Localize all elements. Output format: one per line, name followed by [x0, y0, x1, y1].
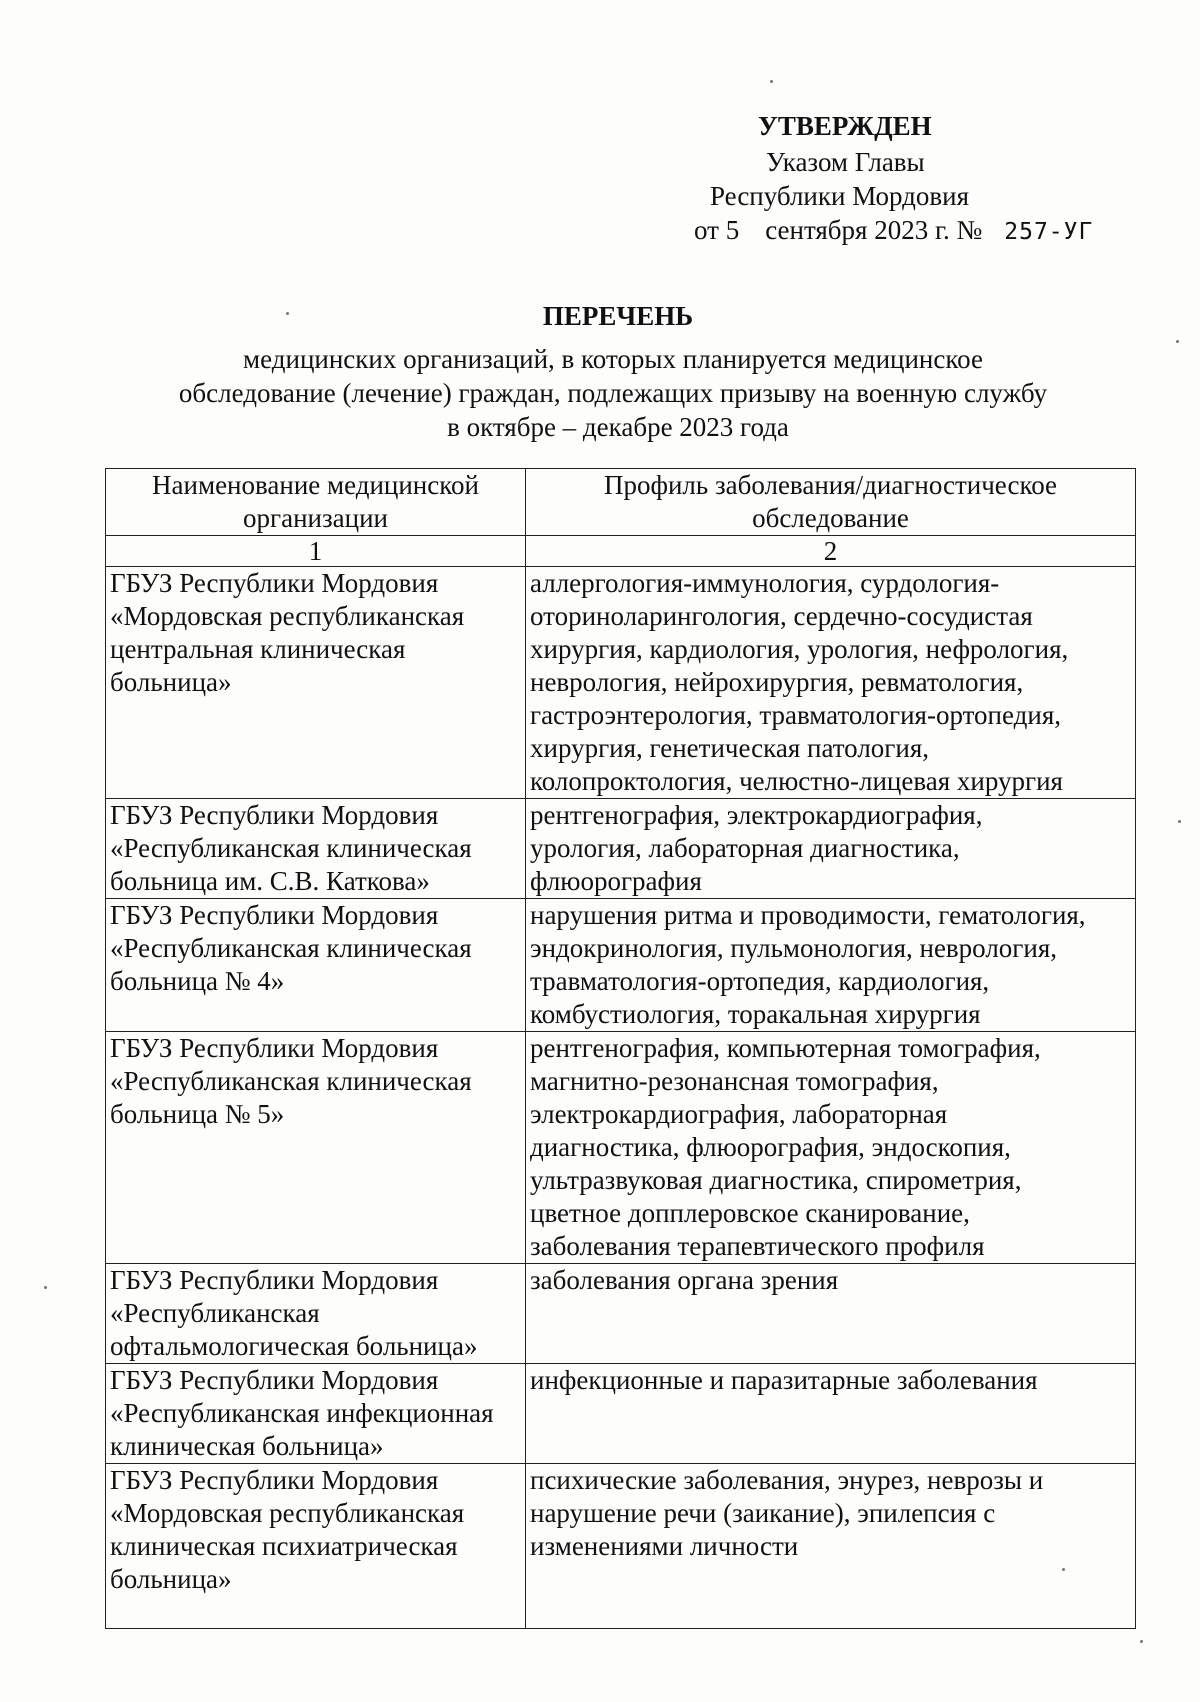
approval-date-rest: сентября 2023 г. № [765, 215, 983, 245]
profile-description: заболевания органа зрения [526, 1264, 1136, 1364]
organization-name: ГБУЗ Республики Мордовия «Республиканская офтальмологическая больница» [106, 1264, 526, 1364]
approval-date-prefix: от 5 [694, 215, 740, 245]
table-row [106, 567, 1136, 799]
organization-name: ГБУЗ Республики Мордовия «Мордовская республиканская центральная клиническая больница» [106, 567, 526, 799]
organization-name: ГБУЗ Республики Мордовия «Мордовская республиканская клиническая психиатрическая больница» [106, 1464, 526, 1629]
approval-title: УТВЕРЖДЕН [758, 111, 932, 141]
table-row [106, 899, 1136, 1032]
organizations-table-wrap [105, 468, 1135, 1629]
table-row [106, 1364, 1136, 1464]
scan-speck [1178, 820, 1181, 823]
organization-name: ГБУЗ Республики Мордовия «Республиканская клиническая больница № 4» [106, 899, 526, 1032]
profile-description: рентгенография, компьютерная томография, магнитно-резонансная томография, электрокардиография, лабораторная диагностика, флюорография, эндоскопия, ультразвуковая диагностика, спирометрия, цветное допплеровское сканирование, заболевания терапевтического профиля [526, 1032, 1136, 1264]
table-row [106, 1264, 1136, 1364]
scan-speck [1176, 340, 1179, 343]
profile-description: нарушения ритма и проводимости, гематология, эндокринология, пульмонология, неврология, травматология-ортопедия, кардиология, комбустиология, торакальная хирургия [526, 899, 1136, 1032]
scan-speck [44, 1286, 47, 1289]
table-row [106, 1464, 1136, 1629]
table-row [106, 1032, 1136, 1264]
organization-name: ГБУЗ Республики Мордовия «Республиканская клиническая больница № 5» [106, 1032, 526, 1264]
scan-speck [1140, 1640, 1143, 1643]
organization-name: ГБУЗ Республики Мордовия «Республиканская клиническая больница им. С.В. Каткова» [106, 799, 526, 899]
table-column-number-row [106, 536, 1136, 567]
heading-line-1: медицинских организаций, в которых планируется медицинское [243, 344, 983, 374]
table-header-row [106, 469, 1136, 536]
organization-name: ГБУЗ Республики Мордовия «Республиканская инфекционная клиническая больница» [106, 1364, 526, 1464]
approval-republic-line: Республики Мордовия [710, 181, 970, 211]
approval-number: 257-УГ [1004, 219, 1094, 245]
scan-speck [770, 80, 773, 83]
heading-line-2: обследование (лечение) граждан, подлежащих призыву на военную службу [178, 378, 1048, 408]
profile-description: инфекционные и паразитарные заболевания [526, 1364, 1136, 1464]
approval-decree-line: Указом Главы [766, 147, 925, 177]
profile-description: рентгенография, электрокардиография, урология, лабораторная диагностика, флюорография [526, 799, 1136, 899]
table-row [106, 799, 1136, 899]
profile-description: аллергология-иммунология, сурдология- оториноларингология, сердечно-сосудистая хирургия, кардиология, урология, нефрология, неврология, нейрохирургия, ревматология, гастроэнтерология, травматология-ортопедия, хирургия, генетическая патология, колопроктология, челюстно-лицевая хирургия [526, 567, 1136, 799]
organizations-table [105, 468, 1136, 1629]
heading-line-3: в октябре – декабре 2023 года [447, 412, 789, 442]
approval-date-line [694, 214, 1093, 249]
profile-description: психические заболевания, энурез, неврозы и нарушение речи (заикание), эпилепсия с изменениями личности [526, 1464, 1136, 1629]
scan-speck [286, 312, 289, 315]
header-profile: Профиль заболевания/диагностическое обследование [526, 469, 1136, 536]
document-heading [0, 300, 1200, 444]
column-number-1: 1 [106, 536, 526, 567]
column-number-2: 2 [526, 536, 1136, 567]
scan-speck [1062, 1568, 1065, 1571]
heading-title: ПЕРЕЧЕНЬ [542, 301, 694, 331]
header-organization: Наименование медицинской организации [106, 469, 526, 536]
